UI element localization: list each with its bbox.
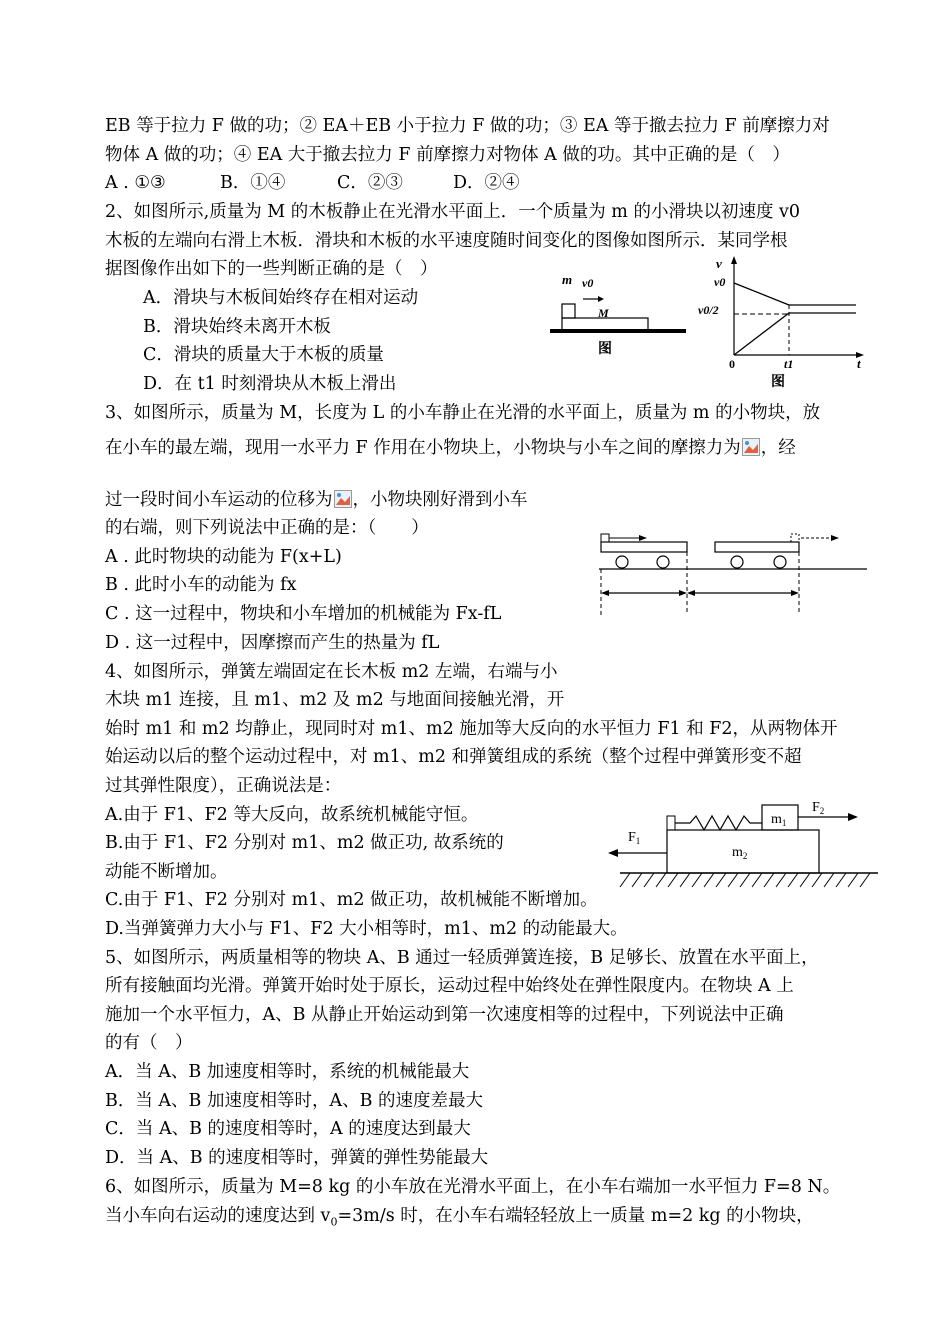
q4-line-5: 过其弹性限度），正确说法是： [105,776,342,796]
q3-cart-figure [595,525,870,620]
q3-line-1: 3、如图所示，质量为 M，长度为 L 的小车静止在光滑的水平面上，质量为 m 的小物块，放 [105,403,821,423]
q1-option-a: A . ①③ [105,173,166,193]
q4-option-a: A.由于 F1、F2 等大反向，故系统机械能守恒。 [105,805,479,825]
q2-board-figure [548,268,693,358]
q2-label-v0-half: v0/2 [698,303,719,317]
q4-label-F1: F [628,830,636,845]
q2-label-origin: 0 [729,357,735,371]
q4-line-4: 始运动以后的整个运动过程中，对 m1、m2 和弹簧组成的系统（整个过程中弹簧形变不超 [105,747,802,767]
q5-option-b: B．当 A、B 加速度相等时，A、B 的速度差最大 [105,1091,484,1111]
q4-option-b-2: 动能不断增加。 [105,862,228,882]
q2-fig-caption-left: 图 [598,341,612,357]
q2-option-b: B．滑块始终未离开木板 [143,317,331,337]
q3-option-a: A . 此时物块的动能为 F(x+L) [105,547,342,567]
svg-text:m1: $m_1$ [771,812,787,828]
svg-text:F2: $F_2$ [812,800,825,816]
q2-line-2: 木板的左端向右滑上木板．滑块和木板的水平速度随时间变化的图像如图所示．某同学根 [105,231,788,251]
q5-option-c: C．当 A、B 的速度相等时，A 的速度达到最大 [105,1119,471,1139]
formula-image-icon [742,438,760,456]
q1-option-d: D．②④ [453,173,520,193]
q1-option-c: C．②③ [337,173,403,193]
q4-label-m2: m [732,845,743,860]
q4-option-c: C.由于 F1、F2 分别对 m1、m2 做正功，故机械能不断增加。 [105,890,598,910]
q2-option-a: A．滑块与木板间始终存在相对运动 [143,288,419,308]
q2-axis-v: v [716,256,722,271]
q5-line-3: 施加一个水平恒力，A、B 从静止开始运动到第一次速度相等的过程中，下列说法中正确 [105,1005,784,1025]
q3-line-4: 的右端，则下列说法中正确的是：（ ） [105,518,429,538]
q4-line-3: 始时 m1 和 m2 均静止，现同时对 m1、m2 施加等大反向的水平恒力 F1 和 F2，从两物体开 [105,719,838,739]
q6-line-2: 当小车向右运动的速度达到 $v_0=3m/s$ 时，在小车右端轻轻放上一质量 m=2 kg 的小物块， [105,1206,814,1229]
q2-axis-t: t [857,356,861,371]
q2-label-v0: v0 [582,276,594,290]
q2-line-3: 据图像作出如下的一些判断正确的是（ ） [105,259,438,279]
q2-label-m: m [562,272,573,287]
svg-text:m2: $m_2$ [732,845,748,861]
q2-label-t1: t1 [784,357,794,371]
q6-line-1: 6、如图所示，质量为 M=8 kg 的小车放在光滑水平面上，在小车右端加一水平恒力 F=8 N。 [105,1177,841,1197]
q3-line-2: 在小车的最左端，现用一水平力 F 作用在小物块上，小物块与小车之间的摩擦力为 ，经 [105,438,796,458]
svg-text:F1: $F_1$ [628,830,641,846]
q4-line-1: 4、如图所示，弹簧左端固定在长木板 m2 左端，右端与小 [105,662,558,682]
q1-line-2: 物体 A 做的功；④ EA 大于撤去拉力 F 前摩擦力对物体 A 做的功。其中正确的是（ ） [105,145,790,165]
q2-option-c: C．滑块的质量大于木板的质量 [143,345,384,365]
q3-option-c: C . 这一过程中，物块和小车增加的机械能为 Fx-fL [105,604,502,624]
q5-line-4: 的有（ ） [105,1033,193,1053]
q4-line-2: 木块 m1 连接，且 m1、m2 及 m2 与地面间接触光滑，开 [105,690,565,710]
q1-option-b: B．①④ [220,173,286,193]
q2-vt-graph [694,254,869,394]
q3-option-d: D . 这一过程中，因摩擦而产生的热量为 fL [105,633,440,653]
q5-option-a: A．当 A、B 加速度相等时，系统的机械能最大 [105,1062,470,1082]
q4-label-F2: F [812,800,820,815]
formula-image-icon [334,490,352,508]
q3-option-b: B . 此时小车的动能为 fx [105,575,297,595]
q1-line-1: EB 等于拉力 F 做的功；② EA＋EB 小于拉力 F 做的功；③ EA 等于撤去拉力 F 前摩擦力对 [105,116,830,136]
q5-line-1: 5、如图所示，两质量相等的物块 A、B 通过一轻质弹簧连接，B 足够长、放置在水平面上， [105,948,819,968]
q5-option-d: D．当 A、B 的速度相等时，弹簧的弹性势能最大 [105,1148,489,1168]
q4-option-b-1: B.由于 F1、F2 分别对 m1、m2 做正功, 故系统的 [105,833,504,853]
q4-spring-figure [600,795,880,895]
q4-option-d: D.当弹簧弹力大小与 F1、F2 大小相等时，m1、m2 的动能最大。 [105,919,628,939]
q2-option-d: D．在 t1 时刻滑块从木板上滑出 [143,374,397,394]
q2-label-M: M [598,306,609,320]
q2-fig-caption-right: 图 [771,374,785,390]
q3-line-3: 过一段时间小车运动的位移为 ，小物块刚好滑到小车 [105,490,528,510]
q2-line-1: 2、如图所示,质量为 M 的木板静止在光滑水平面上．一个质量为 m 的小滑块以初速度 v0 [105,202,801,222]
q4-label-m1: m [771,812,782,827]
q2-label-v0-axis: v0 [714,275,726,289]
q5-line-2: 所有接触面均光滑。弹簧开始时处于原长，运动过程中始终处在弹性限度内。在物块 A 上 [105,976,794,996]
